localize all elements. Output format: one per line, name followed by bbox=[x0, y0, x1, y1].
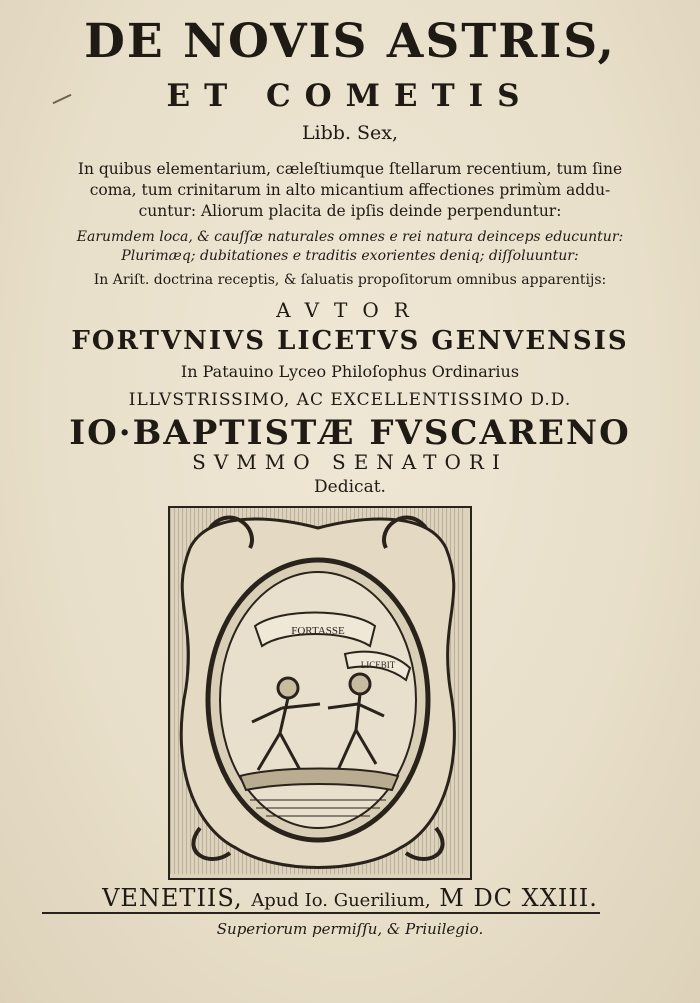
dedication-line-3: SVMMO SENATORI bbox=[192, 450, 508, 474]
printers-emblem-woodcut bbox=[168, 506, 472, 880]
privilege-line: Superiorum permiſſu, & Priuilegio. bbox=[216, 920, 484, 938]
dedication-line-4: Dedicat. bbox=[314, 477, 386, 497]
dedication-line-1: ILLVSTRISSIMO, AC EXCELLENTISSIMO D.D. bbox=[128, 390, 572, 410]
imprint-year: M DC XXIII. bbox=[439, 884, 598, 912]
author-position: In Patauino Lyceo Philoſophus Ordinarius bbox=[180, 362, 520, 381]
main-title: DE NOVIS ASTRIS, bbox=[84, 14, 616, 69]
description-italic-1: Earumdem loca, & cauſſæ naturales omnes e rei natura deinceps educuntur: bbox=[76, 229, 624, 245]
description-italic-2: Plurimæq; dubitationes e traditis exorientes deniq; diſſoluuntur: bbox=[121, 248, 579, 264]
description-line-2: coma, tum crinitarum in alto micantium affectiones primùm addu- bbox=[89, 181, 611, 199]
subtitle: ET COMETIS bbox=[166, 78, 534, 114]
author-name: FORTVNIVS LICETVS GENVENSIS bbox=[71, 326, 629, 356]
dedication-line-2: IO·BAPTISTÆ FVSCARENO bbox=[69, 413, 631, 453]
imprint bbox=[0, 884, 700, 912]
author-label: AVTOR bbox=[276, 298, 424, 322]
books-count: Libb. Sex, bbox=[301, 122, 399, 144]
imprint-printer: Apud Io. Guerilium, bbox=[251, 890, 431, 911]
description-line-1: In quibus elementarium, cæleſtiumque ſtellarum recentium, tum ſine bbox=[77, 160, 623, 178]
imprint-rule bbox=[42, 912, 600, 914]
emblem-banner-top: FORTASSE bbox=[291, 625, 345, 637]
imprint-city: VENETIIS, bbox=[102, 884, 243, 912]
description-line-3: cuntur: Aliorum placita de ipſis deinde perpenduntur: bbox=[138, 202, 562, 220]
emblem-banner-right: LICEBIT bbox=[360, 660, 396, 670]
description-line-4: In Ariſt. doctrina receptis, & ſaluatis propoſitorum omnibus apparentijs: bbox=[93, 272, 607, 288]
